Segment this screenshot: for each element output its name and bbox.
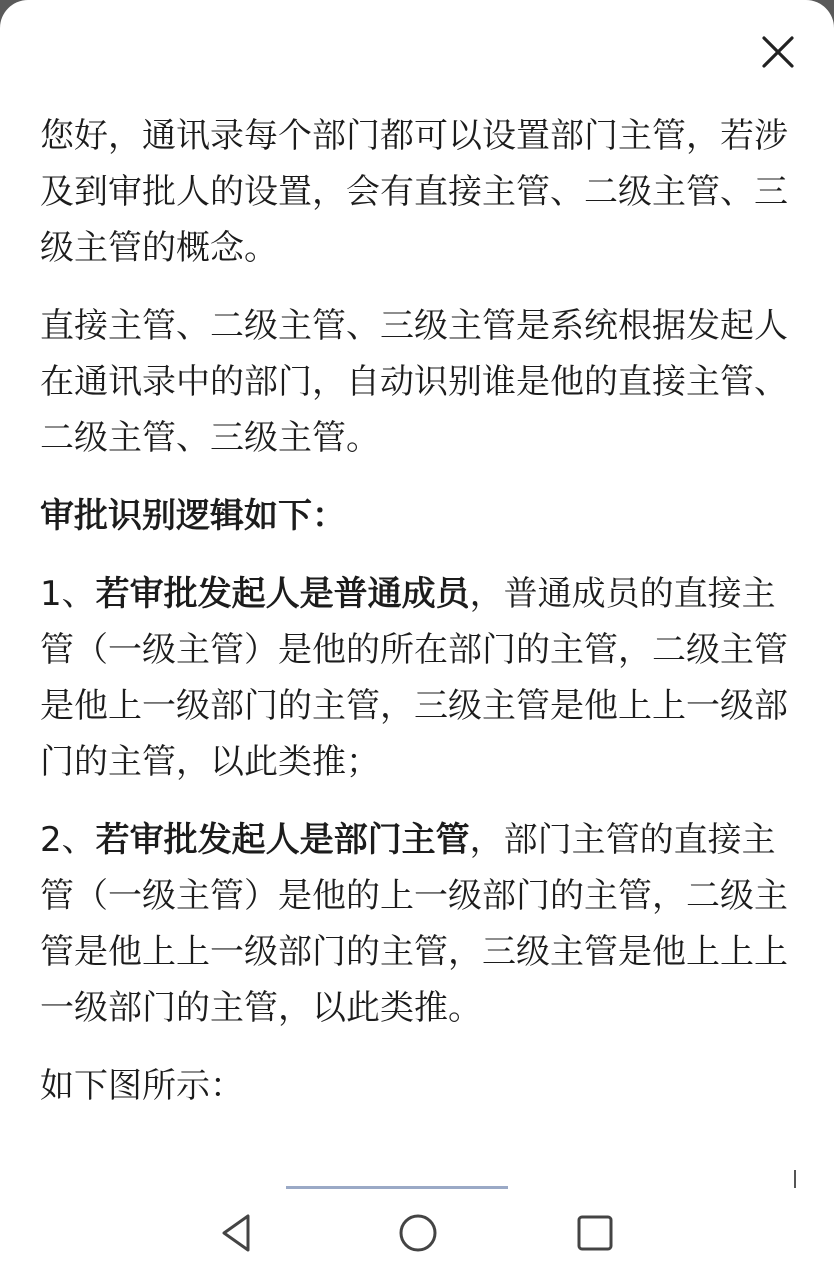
figure-preview-edge bbox=[286, 1186, 508, 1189]
rule-1-number: 1、 bbox=[40, 574, 96, 614]
rule-1-bold: 若审批发起人是普通成员 bbox=[95, 574, 470, 614]
rule-2-text: ，部门主管的直接主管（一级主管）是他的上一级部门的主管，二级主管是他上上一级部门的主管，三级主管是他上上上一级部门的主管，以此类推。 bbox=[40, 820, 788, 1028]
close-icon[interactable] bbox=[756, 30, 800, 74]
paragraph-intro: 您好，通讯录每个部门都可以设置部门主管，若涉及到审批人的设置，会有直接主管、二级主管、三级主管的概念。 bbox=[40, 116, 788, 268]
system-navigation-bar bbox=[0, 1192, 834, 1280]
home-circle-icon[interactable] bbox=[393, 1208, 443, 1258]
dialog-content bbox=[40, 108, 790, 1136]
rule-2-bold: 若审批发起人是部门主管 bbox=[95, 820, 470, 860]
recent-square-icon[interactable] bbox=[570, 1208, 620, 1258]
paragraph-explanation: 直接主管、二级主管、三级主管是系统根据发起人在通讯录中的部门，自动识别谁是他的直接主管、二级主管、三级主管。 bbox=[40, 306, 788, 458]
paragraph-logic-heading bbox=[40, 488, 790, 544]
scroll-indicator bbox=[794, 1170, 796, 1188]
rule-2-number: 2、 bbox=[40, 820, 96, 860]
back-triangle-icon[interactable] bbox=[214, 1208, 264, 1258]
paragraph-rule-1 bbox=[40, 566, 790, 790]
paragraph-rule-2 bbox=[40, 812, 790, 1036]
logic-heading-text: 审批识别逻辑如下： bbox=[40, 496, 346, 536]
paragraph-figure-intro: 如下图所示： bbox=[40, 1066, 244, 1106]
rule-1-text: ，普通成员的直接主管（一级主管）是他的所在部门的主管，二级主管是他上一级部门的主管，三级主管是他上上一级部门的主管，以此类推； bbox=[40, 574, 788, 782]
